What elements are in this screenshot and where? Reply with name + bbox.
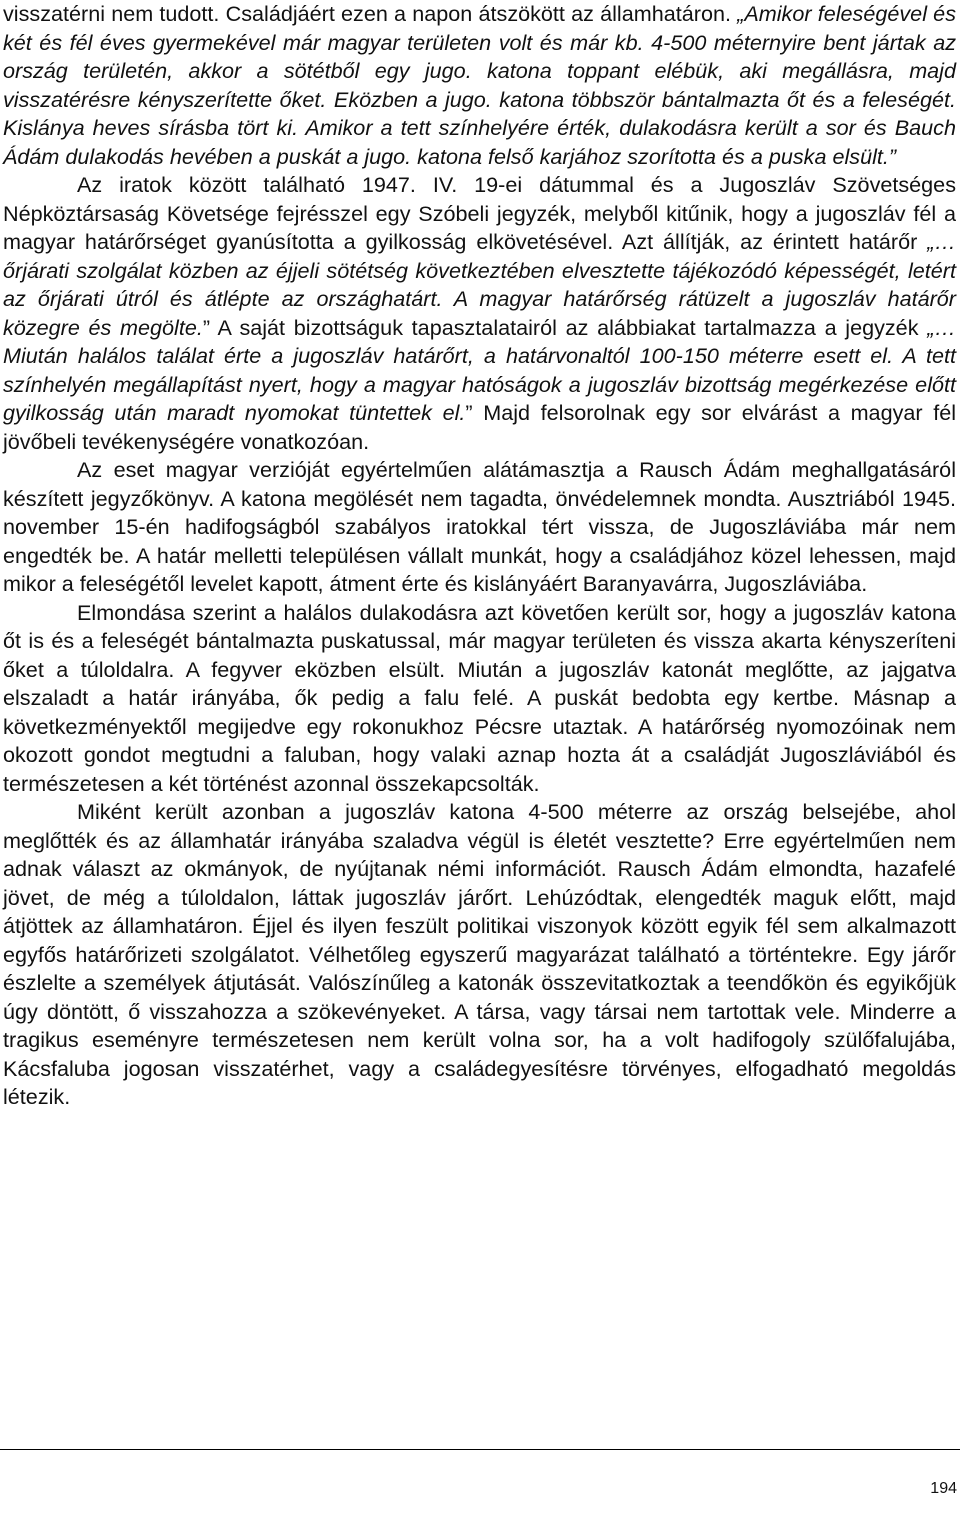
- paragraph-text: visszatérni nem tudott. Családjáért ezen a napon átszökött az államhatáron.: [3, 1, 738, 26]
- paragraph: [3, 171, 956, 456]
- paragraph-text: Elmondása szerint a halálos dulakodásra azt követően került sor, hogy a jugoszláv katona őt is és a feleségét bántalmazta puskatussal, már magyar területen és vissza akarta kényszeríteni őket a túloldalra. A fegyver eközben elsült. Miután a jugoszláv katonát meglőtte, az jajgatva elszaladt a határ irányába, ők pedig a falu felé. A puskát bedobta egy kertbe. Másnap a következményektől megijedve egy rokonukhoz Pécsre utaztak. A határőrség nyomozóinak nem okozott gondot megtudni a faluban, hogy valaki aznap hozta át a családját Jugoszláviából és természetesen a két történést azonnal összekapcsolták.: [3, 599, 956, 796]
- document-body: [3, 0, 956, 1112]
- quoted-text: A magyar határőrség rátüzelt a jugoszláv határőr közegre és megölte.: [3, 286, 956, 340]
- paragraph: [3, 0, 956, 171]
- quoted-text: „… őrjárati szolgálat közben az éjjeli sötétség következtében elvesztette tájékozódó képességét, letért az őrjárati útról és átlépte az országhatárt.: [3, 229, 956, 311]
- quoted-text: „… Miután halálos találat érte a jugoszláv határőrt, a határvonaltól 100-150 méterre esett el. A tett színhelyén megállapítást nyert, hogy a magyar hatóságok a jugoszláv bizottság megérkezése előtt gyilkosság után maradt nyomokat tüntettek el.: [3, 314, 956, 425]
- paragraph-text: Az eset magyar verzióját egyértelműen alátámasztja a Rausch Ádám meghallgatásáról készített jegyzőkönyv. A katona megölését nem tagadta, önvédelemnek mondta. Ausztriából 1945. november 15-én hadifogságból szabályos iratokkal tért vissza, de Jugoszláviába már nem engedték be. A határ melletti településen vállalt munkát, hogy a családjához közel lehessen, majd mikor a feleségétől levelet kapott, átment érte és kislányáért Baranyavárra, Jugoszláviába.: [3, 457, 956, 596]
- paragraph-text: ” Majd felsorolnak egy sor elvárást a magyar fél jövőbeli tevékenységére vonatkozóan.: [3, 400, 956, 454]
- paragraph: [3, 798, 956, 1112]
- quoted-text: „Amikor feleségével és két és fél éves gyermekével már magyar területen volt és már kb. 4-500 méternyire bent jártak az ország területén, akkor a sötétből egy jugo. katona toppant elébük, aki megállásra, majd visszatérésre kényszerítette őket. Eközben a jugo. katona többször bántalmazta őt és a feleségét. Kislánya heves sírásba tört ki. Amikor a tett színhelyére érték, dulakodásra került a sor és Bauch Ádám dulakodás hevében a puskát a jugo. katona felső karjához szorította és a puska elsült.”: [3, 1, 956, 169]
- paragraph: [3, 456, 956, 599]
- paragraph-text: ” A saját bizottságuk tapasztalatairól az alábbiakat tartalmazza a jegyzék: [202, 314, 928, 340]
- paragraph-text: Miként került azonban a jugoszláv katona 4-500 méterre az ország belsejébe, ahol meglőtték és az államhatár irányába szaladva végül is életét vesztette? Erre egyértelműen nem adnak választ az okmányok, de nyújtanak némi információt. Rausch Ádám elmondta, hazafelé jövet, de még a túloldalon, láttak jugoszláv járőrt. Lehúzódtak, elengedték maguk előtt, majd átjöttek az államhatáron. Éjjel és ilyen feszült politikai viszonyok között egyik fél sem alkalmazott egyfős határőrizeti szolgálatot. Vélhetőleg egyszerű magyarázat található a történtekre. Egy járőr észlelte a személyek átjutását. Valószínűleg a katonák összevitatkoztak a teendőkön és egyikőjük úgy döntött, ő visszahozza a szökevényeket. A társa, vagy társai nem tartottak vele. Minderre a tragikus eseményre természetesen nem került volna sor, ha a volt hadifogoly szülőfalujába, Kácsfaluba jogosan visszatérhet, vagy a családegyesítésre törvényes, elfogadható megoldás létezik.: [3, 799, 956, 1109]
- paragraph-text: Az iratok között található 1947. IV. 19-ei dátummal és a Jugoszláv Szövetséges Népköztársaság Követsége fejrésszel egy Szóbeli jegyzék, melyből kitűnik, hogy a jugoszláv fél a magyar határőrséget gyanúsította a gyilkosság elkövetésével. Azt állítják, az érintett határőr: [3, 172, 956, 254]
- page-number: 194: [930, 1480, 957, 1497]
- footer-divider: [0, 1449, 960, 1450]
- paragraph: [3, 599, 956, 799]
